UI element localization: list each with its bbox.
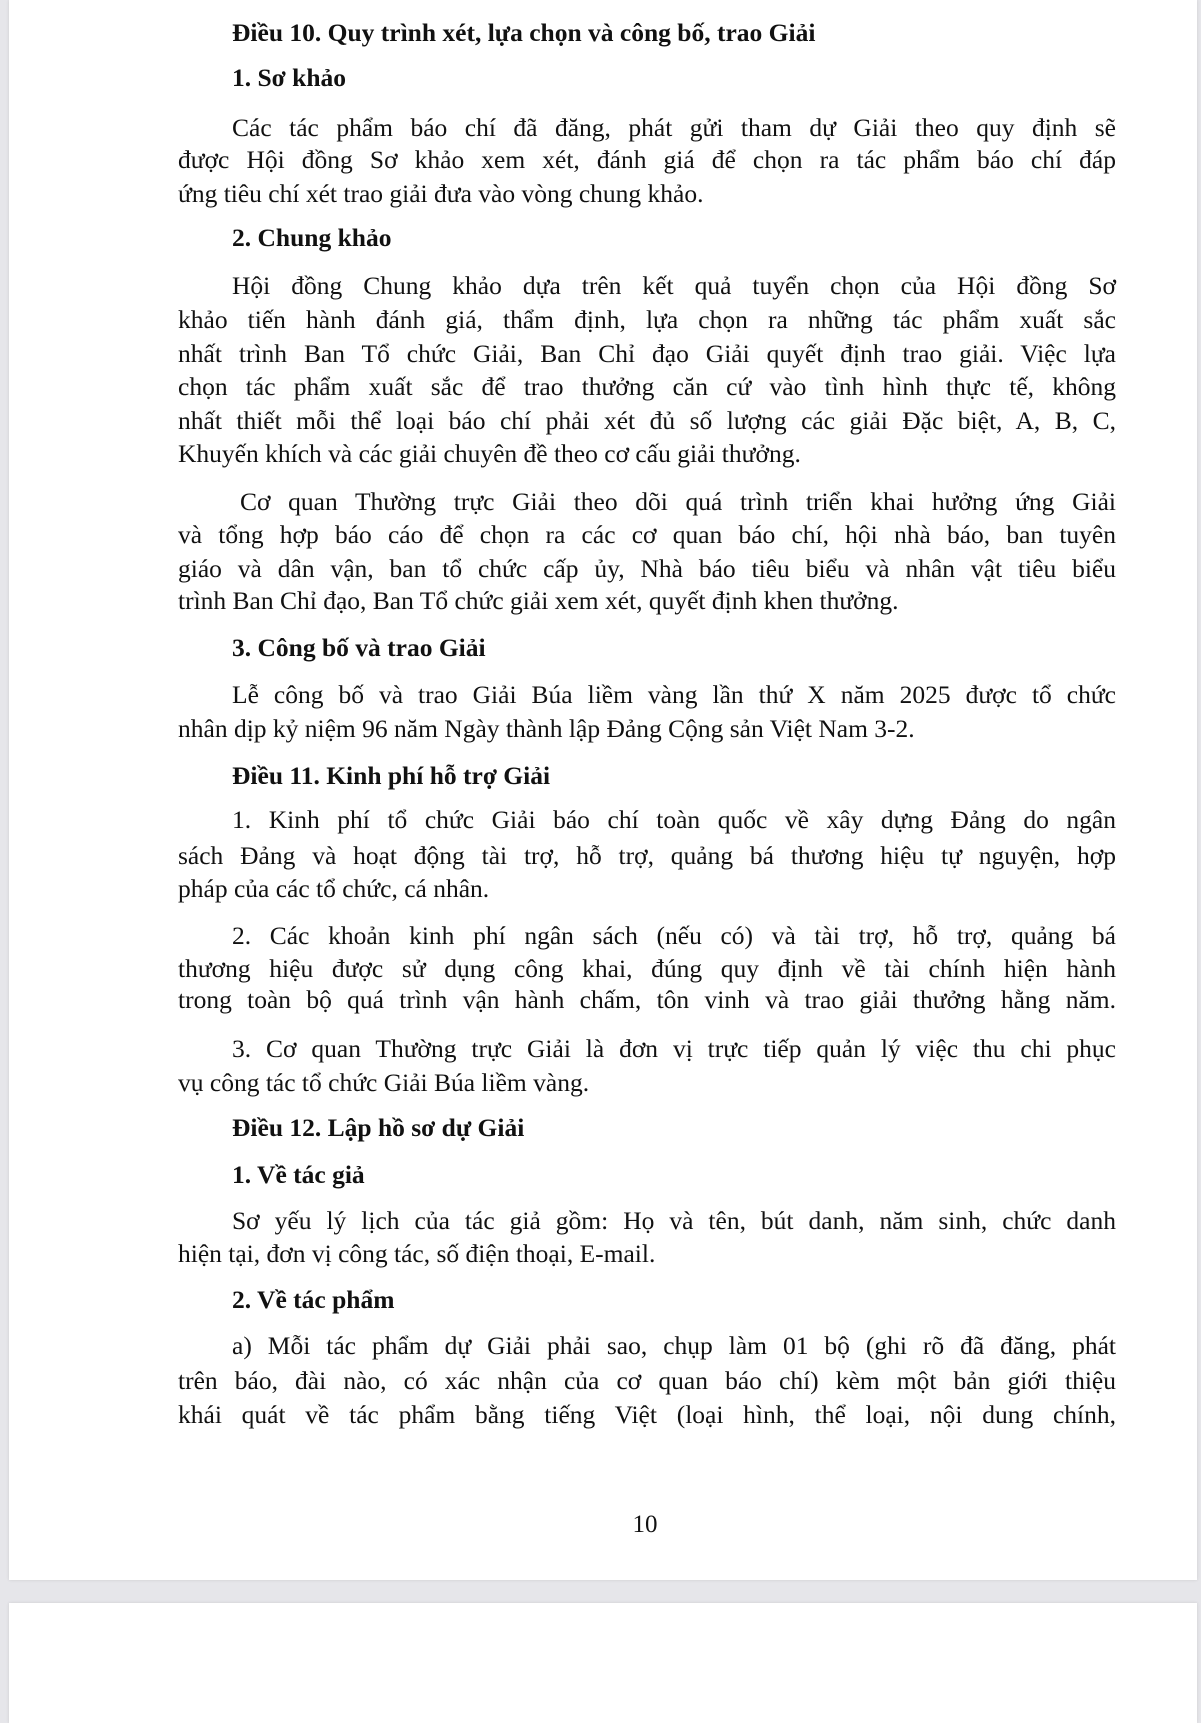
- paragraph-line: pháp của các tổ chức, cá nhân.: [178, 874, 490, 903]
- paragraph-line: Sơ yếu lý lịch của tác giả gồm: Họ và tên, bút danh, năm sinh, chức danh: [232, 1206, 1116, 1235]
- paragraph-line: sách Đảng và hoạt động tài trợ, hỗ trợ, quảng bá thương hiệu tự nguyện, hợp: [178, 841, 1116, 870]
- paragraph-line: giáo và dân vận, ban tổ chức cấp ủy, Nhà báo tiêu biểu và nhân vật tiêu biểu: [178, 554, 1116, 583]
- paragraph-line: Khuyến khích và các giải chuyên đề theo cơ cấu giải thưởng.: [178, 439, 801, 468]
- section-heading-chung-khao: 2. Chung khảo: [232, 223, 392, 252]
- next-document-page: [9, 1603, 1197, 1723]
- paragraph-line: Hội đồng Chung khảo dựa trên kết quả tuyển chọn của Hội đồng Sơ: [232, 271, 1116, 300]
- paragraph-line: hiện tại, đơn vị công tác, số điện thoại, E-mail.: [178, 1239, 656, 1268]
- paragraph-line: thương hiệu được sử dụng công khai, đúng quy định về tài chính hiện hành: [178, 954, 1116, 983]
- document-page-10: [9, 0, 1197, 1580]
- article-12-heading: Điều 12. Lập hồ sơ dự Giải: [232, 1113, 525, 1142]
- paragraph-line: a) Mỗi tác phẩm dự Giải phải sao, chụp làm 01 bộ (ghi rõ đã đăng, phát: [232, 1331, 1116, 1360]
- section-heading-so-khao: 1. Sơ khảo: [232, 63, 347, 92]
- paragraph-line: và tổng hợp báo cáo để chọn ra các cơ quan báo chí, hội nhà báo, ban tuyên: [178, 520, 1116, 549]
- paragraph-line: nhân dịp kỷ niệm 96 năm Ngày thành lập Đảng Cộng sản Việt Nam 3-2.: [178, 714, 915, 743]
- paragraph-line: trình Ban Chỉ đạo, Ban Tổ chức giải xem xét, quyết định khen thưởng.: [178, 586, 899, 615]
- section-heading-ve-tac-gia: 1. Về tác giả: [232, 1160, 365, 1189]
- paragraph-line: Lễ công bố và trao Giải Búa liềm vàng lần thứ X năm 2025 được tổ chức: [232, 680, 1116, 709]
- paragraph-line: khái quát về tác phẩm bằng tiếng Việt (loại hình, thể loại, nội dung chính,: [178, 1400, 1116, 1429]
- paragraph-line: Các tác phẩm báo chí đã đăng, phát gửi tham dự Giải theo quy định sẽ: [232, 113, 1116, 142]
- paragraph-line: chọn tác phẩm xuất sắc để trao thưởng căn cứ vào tình hình thực tế, không: [178, 372, 1116, 401]
- paragraph-line: nhất thiết mỗi thể loại báo chí phải xét đủ số lượng các giải Đặc biệt, A, B, C,: [178, 406, 1116, 435]
- article-10-heading: Điều 10. Quy trình xét, lựa chọn và công bố, trao Giải: [232, 18, 816, 47]
- paragraph-line: nhất trình Ban Tổ chức Giải, Ban Chỉ đạo Giải quyết định trao giải. Việc lựa: [178, 339, 1116, 368]
- paragraph-line: 2. Các khoản kinh phí ngân sách (nếu có) và tài trợ, hỗ trợ, quảng bá: [232, 921, 1116, 950]
- paragraph-line: 3. Cơ quan Thường trực Giải là đơn vị trực tiếp quản lý việc thu chi phục: [232, 1034, 1116, 1063]
- paragraph-line: vụ công tác tổ chức Giải Búa liềm vàng.: [178, 1068, 590, 1097]
- paragraph-line: trong toàn bộ quá trình vận hành chấm, tôn vinh và trao giải thưởng hằng năm.: [178, 985, 1116, 1014]
- section-heading-ve-tac-pham: 2. Về tác phẩm: [232, 1285, 395, 1314]
- paragraph-line: 1. Kinh phí tổ chức Giải báo chí toàn quốc về xây dựng Đảng do ngân: [232, 805, 1116, 834]
- paragraph-line: được Hội đồng Sơ khảo xem xét, đánh giá để chọn ra tác phẩm báo chí đáp: [178, 145, 1116, 174]
- paragraph-line: Cơ quan Thường trực Giải theo dõi quá trình triển khai hưởng ứng Giải: [240, 487, 1116, 516]
- article-11-heading: Điều 11. Kinh phí hỗ trợ Giải: [232, 761, 551, 790]
- section-heading-cong-bo: 3. Công bố và trao Giải: [232, 633, 486, 662]
- page-number: 10: [632, 1511, 658, 1538]
- paragraph-line: trên báo, đài nào, có xác nhận của cơ quan báo chí) kèm một bản giới thiệu: [178, 1366, 1116, 1395]
- paragraph-line: ứng tiêu chí xét trao giải đưa vào vòng chung khảo.: [178, 179, 704, 208]
- paragraph-line: khảo tiến hành đánh giá, thẩm định, lựa chọn ra những tác phẩm xuất sắc: [178, 305, 1116, 334]
